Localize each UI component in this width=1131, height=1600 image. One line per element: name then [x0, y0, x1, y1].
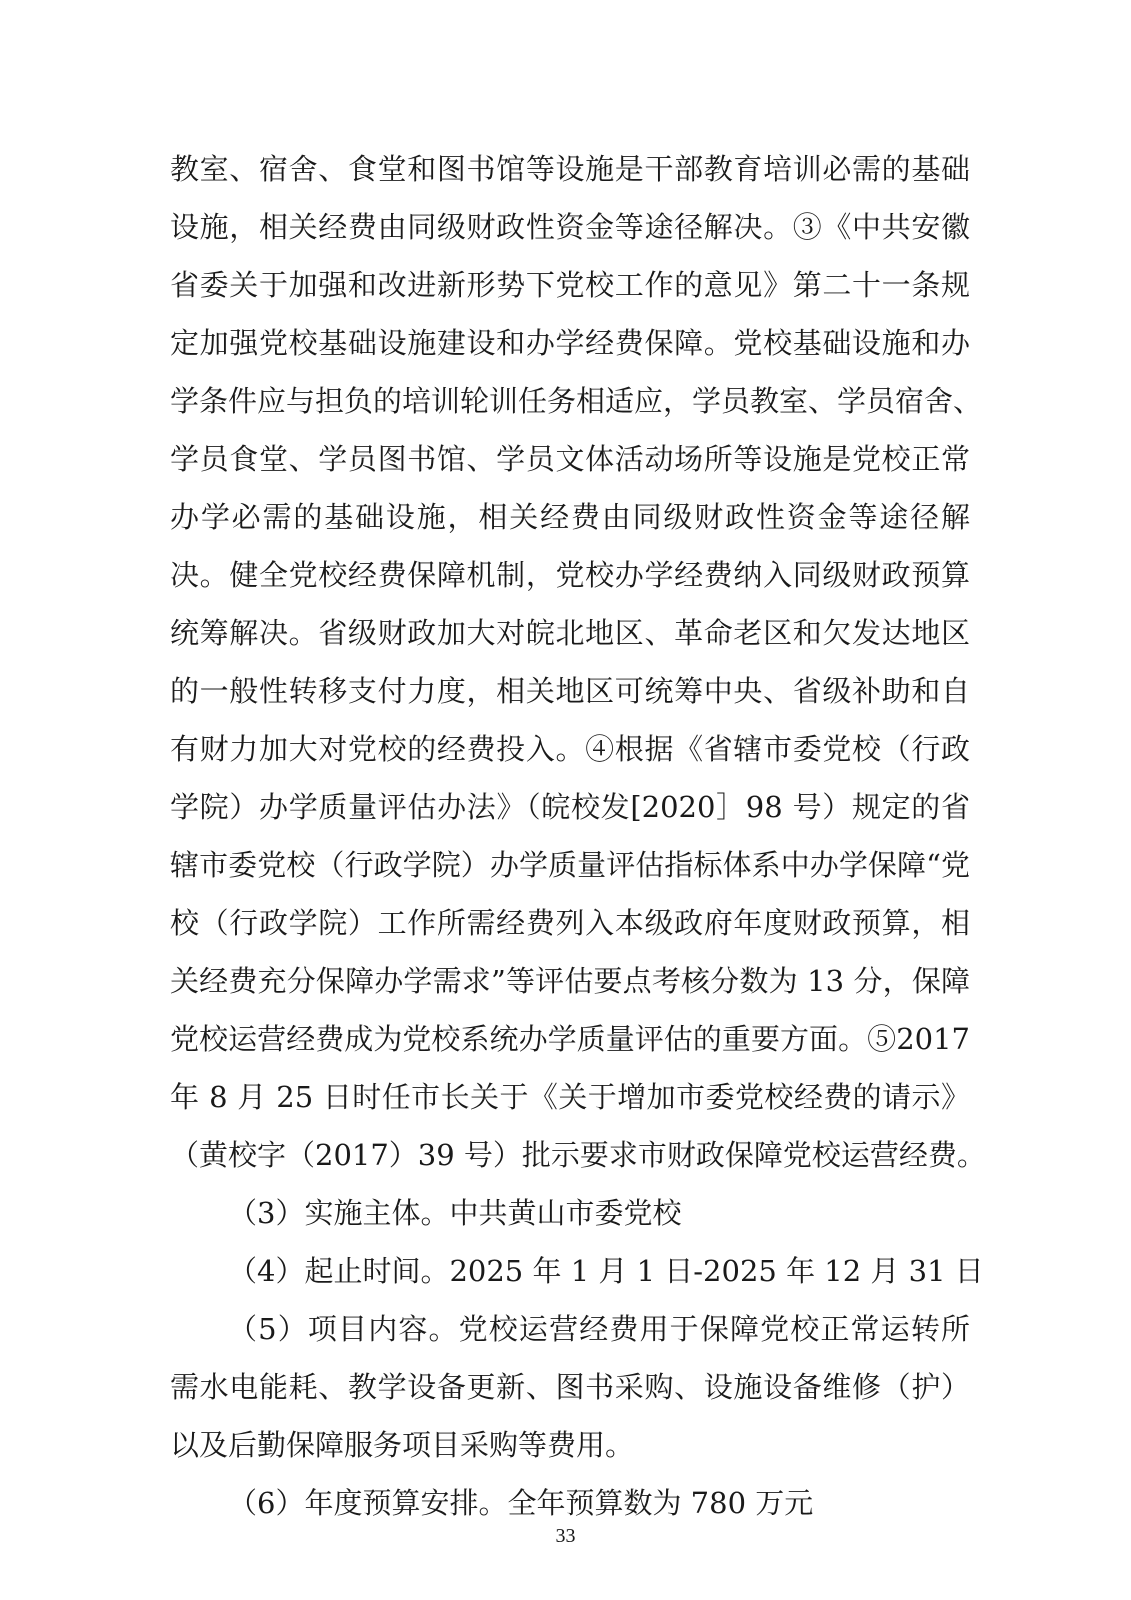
text-line: 年 8 月 25 日时任市长关于《关于增加市委党校经费的请示》	[170, 1080, 970, 1114]
section-heading-budget: （6）年度预算安排。全年预算数为 780 万元	[228, 1486, 814, 1520]
text-line: 校（行政学院）工作所需经费列入本级政府年度财政预算，相	[170, 906, 970, 940]
section-heading-implementer: （3）实施主体。中共黄山市委党校	[228, 1196, 682, 1230]
text-line: 的一般性转移支付力度，相关地区可统筹中央、省级补助和自	[170, 674, 970, 708]
text-line: 办学必需的基础设施，相关经费由同级财政性资金等途径解	[170, 500, 970, 534]
text-line: 决。健全党校经费保障机制，党校办学经费纳入同级财政预算	[170, 558, 970, 592]
text-line: 统筹解决。省级财政加大对皖北地区、革命老区和欠发达地区	[170, 616, 970, 650]
text-line: 以及后勤保障服务项目采购等费用。	[170, 1428, 635, 1462]
text-line: 关经费充分保障办学需求”等评估要点考核分数为 13 分，保障	[170, 964, 970, 998]
page-number: 33	[555, 1525, 576, 1547]
text-line: 党校运营经费成为党校系统办学质量评估的重要方面。⑤2017	[170, 1022, 970, 1056]
text-line: 定加强党校基础设施建设和办学经费保障。党校基础设施和办	[170, 326, 970, 360]
text-line: 学条件应与担负的培训轮训任务相适应，学员教室、学员宿舍、	[170, 384, 983, 418]
text-line: 学院）办学质量评估办法》（皖校发[2020］98 号）规定的省	[170, 790, 970, 824]
text-line: 有财力加大对党校的经费投入。④根据《省辖市委党校（行政	[170, 732, 970, 766]
text-line: 设施，相关经费由同级财政性资金等途径解决。③《中共安徽	[170, 210, 970, 244]
text-line: （黄校字（2017）39 号）批示要求市财政保障党校运营经费。	[170, 1138, 986, 1172]
text-line: 学员食堂、学员图书馆、学员文体活动场所等设施是党校正常	[170, 442, 970, 476]
text-line: 辖市委党校（行政学院）办学质量评估指标体系中办学保障“党	[170, 848, 970, 882]
section-heading-content: （5）项目内容。党校运营经费用于保障党校正常运转所	[228, 1312, 970, 1346]
body-text	[170, 140, 986, 1532]
text-line: 省委关于加强和改进新形势下党校工作的意见》第二十一条规	[170, 268, 970, 302]
section-heading-period: （4）起止时间。2025 年 1 月 1 日-2025 年 12 月 31 日	[228, 1254, 984, 1288]
text-line: 需水电能耗、教学设备更新、图书采购、设施设备维修（护）	[170, 1370, 970, 1404]
text-line: 教室、宿舍、食堂和图书馆等设施是干部教育培训必需的基础	[170, 152, 970, 186]
